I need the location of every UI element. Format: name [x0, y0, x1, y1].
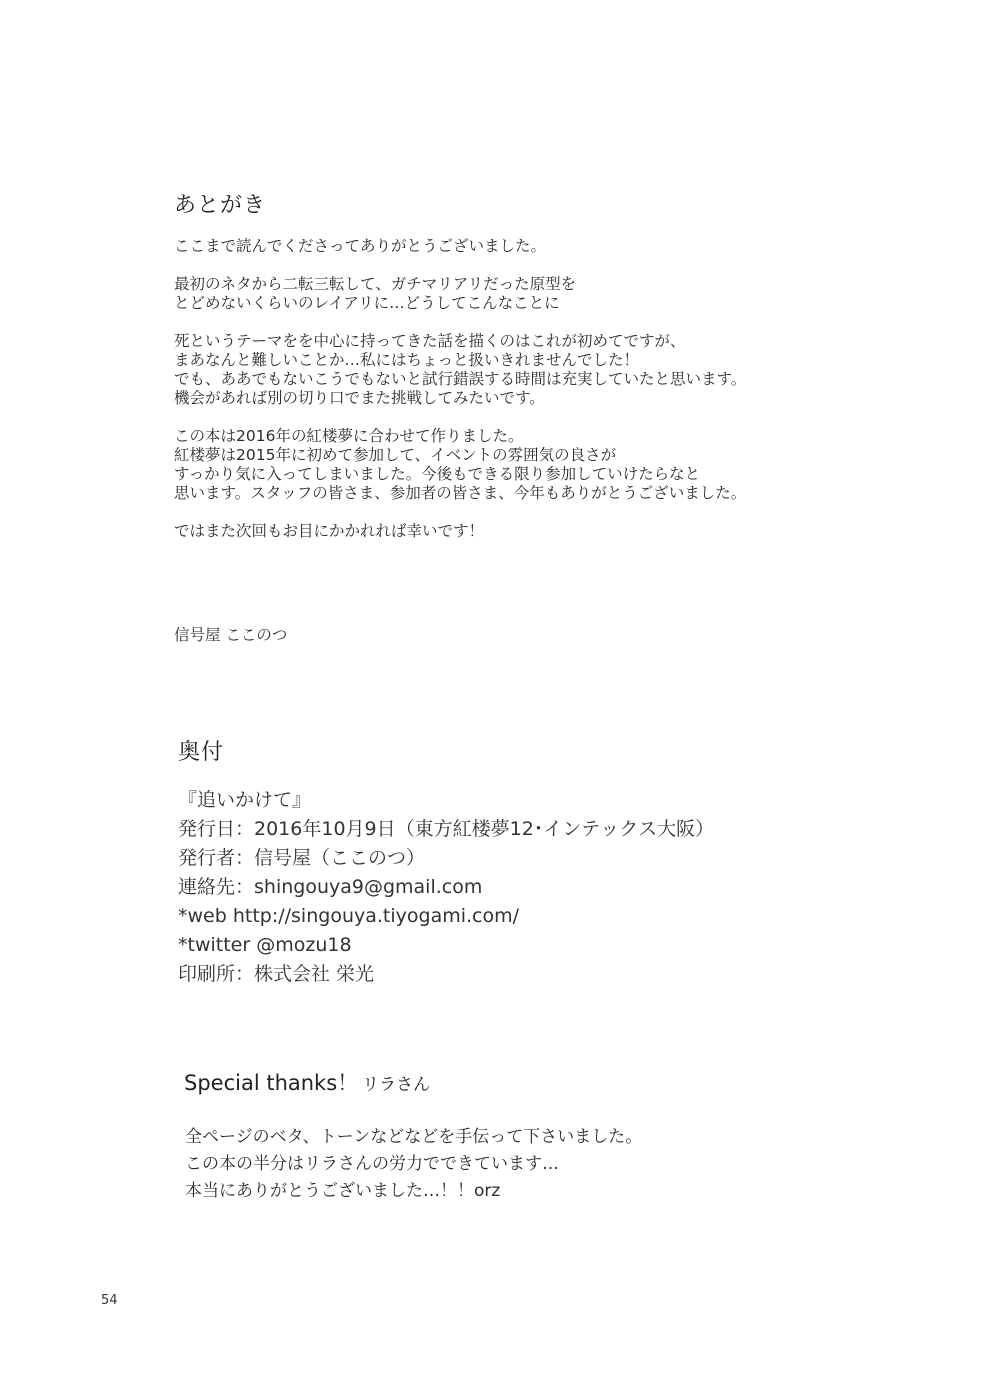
- afterword-line: ではまた次回もお目にかかれれば幸いです！: [174, 522, 485, 540]
- afterword-line: でも、ああでもないこうでもないと試行錯誤する時間は充実していたと思います。: [174, 370, 747, 388]
- afterword-line: 機会があれば別の切り口でまた挑戦してみたいです。: [174, 389, 545, 407]
- colophon-contact: 連絡先：shingouya9@gmail.com: [178, 876, 483, 898]
- afterword-line: まあなんと難しいことか…私にはちょっと扱いきれませんでした！: [174, 351, 640, 369]
- afterword-line: 最初のネタから二転三転して、ガチマリアリだった原型を: [174, 275, 577, 293]
- colophon-heading: 奥付: [178, 740, 225, 765]
- thanks-title: Special thanks！: [184, 1071, 359, 1095]
- afterword-paragraph: [174, 522, 746, 541]
- thanks-name: リラさん: [362, 1075, 431, 1095]
- colophon-issue-date: 発行日：2016年10月9日（東方紅楼夢12･インテックス大阪）: [178, 818, 715, 840]
- thanks-body: [185, 1124, 642, 1205]
- afterword-line: 紅楼夢は2015年に初めて参加して、イベントの雰囲気の良さが: [174, 446, 617, 464]
- colophon-web: *web http://singouya.tiyogami.com/: [178, 905, 520, 927]
- afterword-line: とどめないくらいのレイアリに…どうしてこんなことに: [174, 294, 560, 312]
- thanks-heading: [184, 1067, 430, 1097]
- afterword-paragraph: [174, 275, 746, 313]
- afterword-paragraph: [174, 332, 746, 408]
- colophon-publisher: 発行者：信号屋（ここのつ）: [178, 847, 426, 869]
- thanks-line: 全ページのベタ、トーンなどなどを手伝って下さいました。: [185, 1127, 643, 1147]
- colophon-title: 『追いかけて』: [178, 789, 312, 811]
- afterword-line: ここまで読んでくださってありがとうございました。: [174, 237, 547, 255]
- afterword-signature: 信号屋 ここのつ: [174, 626, 288, 644]
- page-number: 54: [101, 1293, 118, 1308]
- afterword-heading: あとがき: [174, 193, 267, 218]
- colophon-body: [178, 786, 714, 989]
- afterword-line: この本は2016年の紅楼夢に合わせて作りました。: [174, 427, 524, 445]
- afterword-line: 死というテーマをを中心に持ってきた話を描くのはこれが初めてですが、: [174, 332, 686, 350]
- colophon-twitter: *twitter @mozu18: [178, 934, 352, 956]
- afterword-paragraph: [174, 427, 746, 503]
- afterword-body: [174, 237, 746, 541]
- thanks-line: この本の半分はリラさんの労力でできています…: [185, 1154, 559, 1174]
- afterword-line: すっかり気に入ってしまいました。今後もできる限り参加していけたらなと: [174, 465, 701, 483]
- thanks-line: 本当にありがとうございました…！！orz: [185, 1181, 501, 1201]
- afterword-line: 思います。スタッフの皆さま、参加者の皆さま、今年もありがとうございました。: [174, 484, 747, 502]
- afterword-paragraph: [174, 237, 746, 256]
- colophon-printer: 印刷所：株式会社 栄光: [178, 963, 375, 985]
